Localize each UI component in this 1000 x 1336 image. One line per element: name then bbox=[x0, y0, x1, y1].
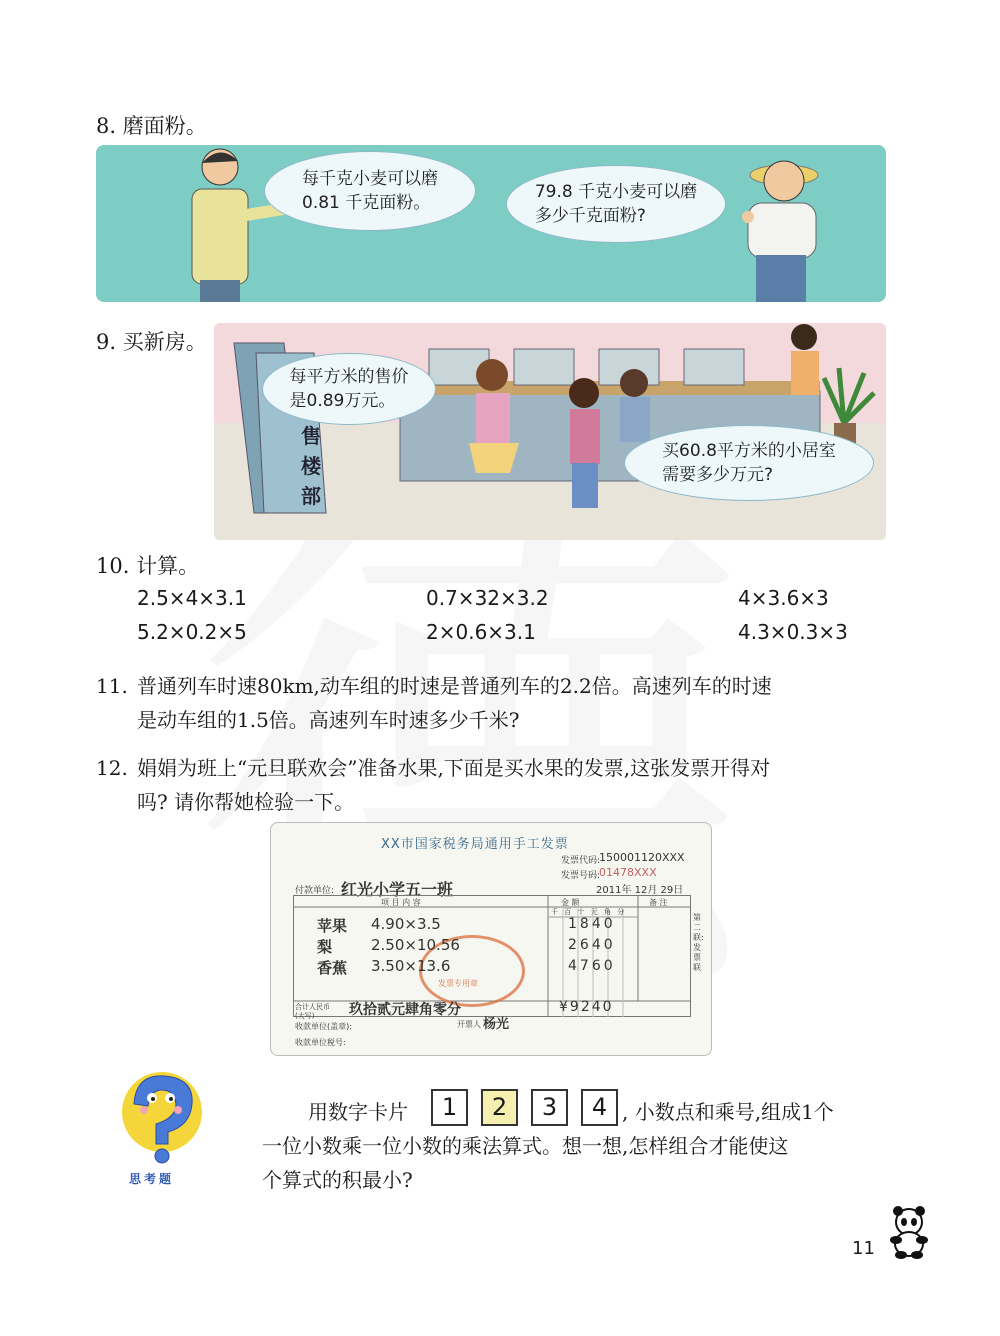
invoice-issuer-label: 开票人 bbox=[457, 1020, 481, 1029]
invoice-header: XX市国家税务局通用手工发票 bbox=[381, 837, 569, 852]
invoice-row-2-detail: 2.50×10.56 bbox=[371, 936, 460, 954]
q10-expr-2-1: 5.2×0.2×5 bbox=[137, 620, 247, 644]
panda-icon bbox=[886, 1206, 932, 1260]
q9-speech-bubble-left bbox=[262, 353, 436, 425]
invoice-row-3-item: 香蕉 bbox=[317, 959, 348, 977]
q11-line-1: 普通列车时速80km,动车组的时速是普通列车的2.2倍。高速列车的时速 bbox=[137, 674, 772, 698]
invoice-total-amount: ¥9240 bbox=[559, 999, 614, 1015]
q12-line-1: 娟娟为班上“元旦联欢会”准备水果,下面是买水果的发票,这张发票开得对 bbox=[137, 756, 771, 780]
sign-char-1: 售 bbox=[301, 424, 321, 448]
think-text-before: 用数字卡片 bbox=[308, 1100, 408, 1124]
q10-expr-2-3: 4.3×0.3×3 bbox=[738, 620, 848, 644]
digit-card-4: 4 bbox=[581, 1089, 618, 1126]
invoice-total-words: 玖拾贰元肆角零分 bbox=[349, 1002, 461, 1018]
thinking-mascot bbox=[112, 1068, 212, 1190]
q9-illustration bbox=[214, 323, 886, 540]
q12-number: 12. bbox=[96, 756, 128, 780]
think-text-after: , 小数点和乘号,组成1个 bbox=[622, 1100, 834, 1124]
invoice-number-value: 01478XXX bbox=[599, 866, 657, 879]
invoice-col-amount: 金 额 bbox=[561, 898, 580, 907]
invoice-col-note: 备 注 bbox=[649, 898, 668, 907]
unit-5: 角 bbox=[603, 908, 611, 916]
stamp-text: 发票专用章 bbox=[438, 979, 478, 988]
invoice-col-item: 项 目 内 容 bbox=[381, 898, 421, 907]
q8-illustration bbox=[96, 145, 886, 302]
sign-char-2: 楼 bbox=[301, 454, 321, 478]
invoice-number-label: 发票号码: bbox=[561, 871, 601, 881]
unit-6: 分 bbox=[617, 908, 625, 916]
q10-expr-1-2: 0.7×32×3.2 bbox=[426, 586, 549, 610]
q8-speech-bubble-right bbox=[506, 165, 726, 243]
q9-speech-bubble-right bbox=[624, 425, 874, 501]
q9-bubble-right-line-1: 买60.8平方米的小居室 bbox=[662, 441, 836, 461]
q12-line-2: 吗? 请你帮她检验一下。 bbox=[137, 790, 355, 814]
q8-speech-bubble-left bbox=[264, 151, 476, 231]
q11-text bbox=[137, 669, 897, 737]
sign-char-3: 部 bbox=[301, 484, 321, 508]
q8-bubble-left-line-1: 每千克小麦可以磨 bbox=[302, 169, 438, 189]
q10-expr-1-3: 4×3.6×3 bbox=[738, 586, 829, 610]
invoice-payer: 红光小学五一班 bbox=[341, 880, 454, 899]
unit-3: 十 bbox=[577, 908, 585, 916]
invoice-issuer: 杨光 bbox=[483, 1017, 510, 1032]
invoice-row-2-amount: 2640 bbox=[568, 937, 616, 953]
q11-line-2: 是动车组的1.5倍。高速列车时速多少千米? bbox=[137, 708, 520, 732]
invoice-row-1-detail: 4.90×3.5 bbox=[371, 915, 441, 933]
q9-bubble-right-line-2: 需要多少万元? bbox=[662, 465, 774, 485]
q8-bubble-left-line-2: 0.81 千克面粉。 bbox=[302, 193, 431, 213]
invoice-receiver-label: 收款单位(盖章): bbox=[295, 1022, 352, 1031]
invoice-code-value: 150001120XXX bbox=[599, 851, 685, 864]
q10-expr-2-2: 2×0.6×3.1 bbox=[426, 620, 536, 644]
invoice-image bbox=[270, 822, 712, 1056]
invoice-payer-label: 付款单位: bbox=[295, 886, 335, 896]
q9-title: 9. 买新房。 bbox=[96, 330, 207, 354]
think-line-3: 个算式的积最小? bbox=[262, 1168, 413, 1192]
invoice-row-3-amount: 4760 bbox=[568, 958, 616, 974]
q12-text bbox=[137, 751, 897, 819]
q8-people-illustration bbox=[96, 145, 886, 302]
q11-number: 11. bbox=[96, 674, 128, 698]
invoice-total-label: 合计人民币(大写) bbox=[295, 1003, 330, 1020]
unit-1: 千 bbox=[551, 908, 558, 916]
invoice-row-2-item: 梨 bbox=[317, 938, 333, 956]
q8-title: 8. 磨面粉。 bbox=[96, 114, 207, 138]
unit-2: 百 bbox=[564, 908, 572, 916]
invoice-row-3-detail: 3.50×13.6 bbox=[371, 957, 451, 975]
q8-bubble-right-line-1: 79.8 千克小麦可以磨 bbox=[534, 182, 698, 202]
q9-bubble-left-line-2: 是0.89万元。 bbox=[289, 391, 396, 411]
digit-card-2: 2 bbox=[481, 1089, 518, 1126]
digit-card-3: 3 bbox=[531, 1089, 568, 1126]
page-number: 11 bbox=[852, 1238, 875, 1259]
question-mark-mascot-icon bbox=[112, 1068, 212, 1168]
invoice-row-1-amount: 1840 bbox=[568, 916, 616, 932]
invoice-code-label: 发票代码: bbox=[561, 856, 601, 866]
sales-office-sign bbox=[296, 421, 326, 511]
invoice-side-label: 第二联:发票联 bbox=[693, 913, 704, 972]
q10-title: 10. 计算。 bbox=[96, 554, 200, 578]
q10-expr-1-1: 2.5×4×3.1 bbox=[137, 586, 247, 610]
thinking-label: 思考题 bbox=[129, 1172, 175, 1186]
q9-bubble-left-line-1: 每平方米的售价 bbox=[289, 367, 409, 387]
think-line-2: 一位小数乘一位小数的乘法算式。想一想,怎样组合才能使这 bbox=[262, 1134, 789, 1158]
q8-bubble-right-line-2: 多少千克面粉? bbox=[534, 206, 646, 226]
invoice-row-1-item: 苹果 bbox=[317, 917, 348, 935]
digit-card-1: 1 bbox=[431, 1089, 468, 1126]
invoice-date: 2011年 12月 29日 bbox=[596, 885, 684, 896]
invoice-tax-label: 收款单位税号: bbox=[295, 1038, 346, 1047]
unit-4: 元 bbox=[590, 908, 598, 916]
